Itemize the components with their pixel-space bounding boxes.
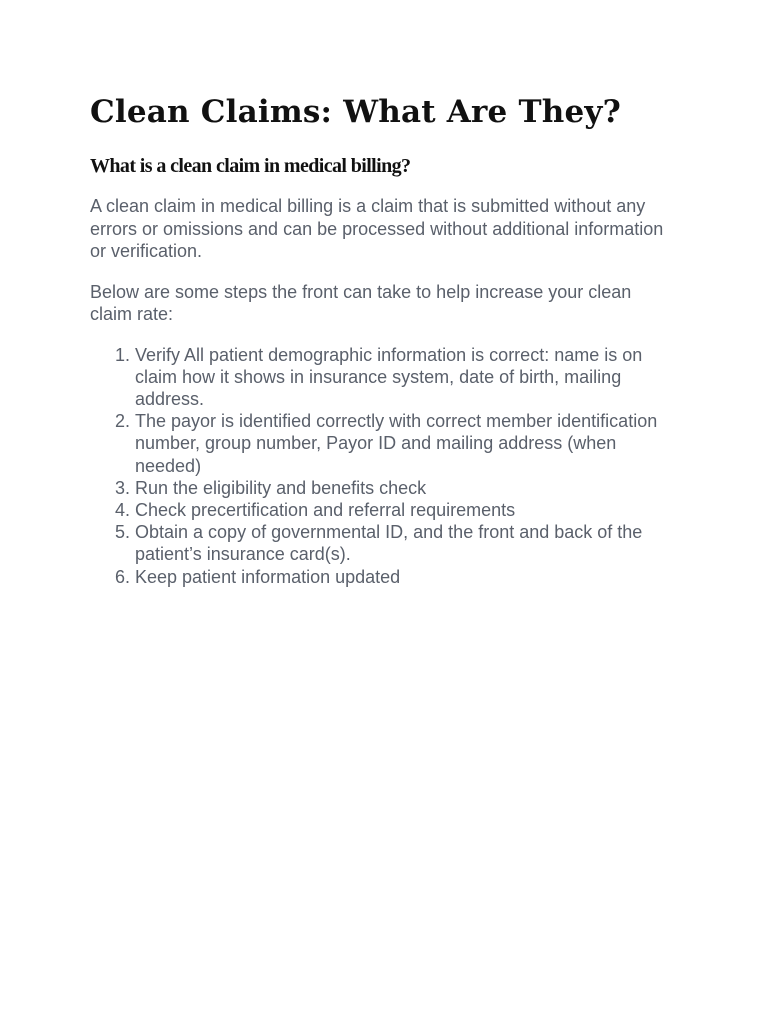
step-item: 2. The payor is identified correctly with correct member identification number, group number, Payor ID and mailing address (when needed)	[135, 410, 678, 477]
document-title: Clean Claims: What Are They?	[90, 94, 621, 130]
step-item: 3. Run the eligibility and benefits check	[135, 477, 678, 499]
step-item: 4. Check precertification and referral requirements	[135, 499, 678, 521]
step-item: 1. Verify All patient demographic information is correct: name is on claim how it shows in insurance system, date of birth, mailing address.	[135, 344, 678, 411]
steps-list	[90, 344, 678, 588]
step-item: 5. Obtain a copy of governmental ID, and the front and back of the patient’s insurance card(s).	[135, 521, 678, 565]
section-heading: What is a clean claim in medical billing?	[90, 155, 411, 177]
step-item: 6. Keep patient information updated	[135, 566, 678, 588]
definition-paragraph: A clean claim in medical billing is a claim that is submitted without any errors or omissions and can be processed without additional information or verification.	[90, 196, 664, 261]
intro-paragraph: Below are some steps the front can take to help increase your clean claim rate:	[90, 281, 632, 324]
